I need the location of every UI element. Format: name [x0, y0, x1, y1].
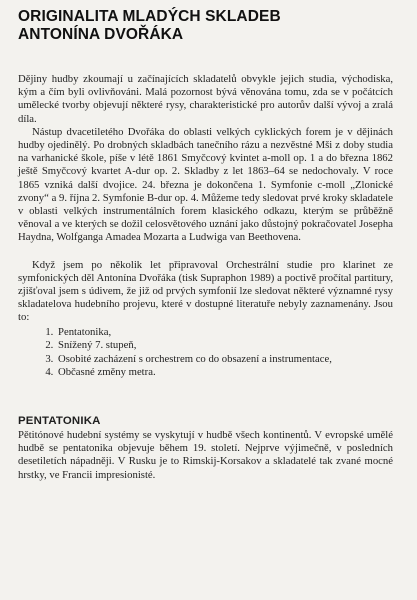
page-title	[18, 8, 393, 44]
paragraph-clarinet-studies: Když jsem po několik let připravoval Orchestrální studie pro klarinet ze symfonických děl Antonína Dvořáka (tisk Supraphon 1989) a poctivě pročítal partitury, zjišťoval jsem s údivem, že již od prvých symfonií lze sledovat některé významné rysy skladatelova hudebního projevu, které v dostupné literatuře nebyly zaznamenány. Jsou to:	[18, 258, 393, 324]
paragraph-dvorak-forms: Nástup dvacetiletého Dvořáka do oblasti velkých cyklických forem je v dějinách hudby ojedinělý. Po drobných skladbách tanečního rázu a nezvěstné Mši z doby studia na varhanické škole, píše v létě 1861 Smyčcový kvintet a-moll op. 1 a do března 1862 ještě Smyčcový kvartet A-dur op. 2. Skladby z let 1863–64 se nedochovaly. V roce 1865 vzniká další dvojice. 24. března je dokončena 1. Symfonie c-moll „Zlonické zvony“ a 9. října 2. Symfonie B-dur op. 4. Můžeme tedy sledovat prvé kroky skladatele v oblasti velkých instrumentálních forem klasického odkazu, kterým se průběžně věnoval a ve kterých se dožil celosvětového uznání jako důstojný pokračovatel Josepha Haydna, Wolfganga Amadea Mozarta a Ludwiga van Beethovena.	[18, 125, 393, 244]
list-item: 3. Osobité zacházení s orchestrem co do obsazení a instrumentace,	[56, 353, 393, 367]
list-item: 1. Pentatonika,	[56, 326, 393, 340]
paragraph-pentatonika: Pětitónové hudební systémy se vyskytují v hudbě všech kontinentů. V evropské umělé hudbě se pentatonika objevuje během 19. století. Nejprve výjimečně, v posledních desetiletích nápadněji. V Rusku je to Rimskij-Korsakov a skladatelé tak zvané mocné hrstky, ve Francii impresionisté.	[18, 429, 393, 481]
features-list	[18, 326, 393, 380]
list-item: 2. Snížený 7. stupeň,	[56, 339, 393, 353]
list-item: 4. Občasné změny metra.	[56, 366, 393, 380]
section-heading-pentatonika: PENTATONIKA	[18, 415, 101, 428]
title-line-2: ANTONÍNA DVOŘÁKA	[18, 26, 184, 43]
paragraph-intro: Dějiny hudby zkoumají u začínajících skladatelů obvykle jejich studia, východiska, kým a čím byli ovlivňováni. Malá pozornost bývá věnována tomu, zda se v počátcích umělecké tvorby objevují některé rysy, charakteristické pro autorův další vývoj a zralá díla.	[18, 73, 393, 125]
title-line-1: ORIGINALITA MLADÝCH SKLADEB	[18, 8, 281, 25]
